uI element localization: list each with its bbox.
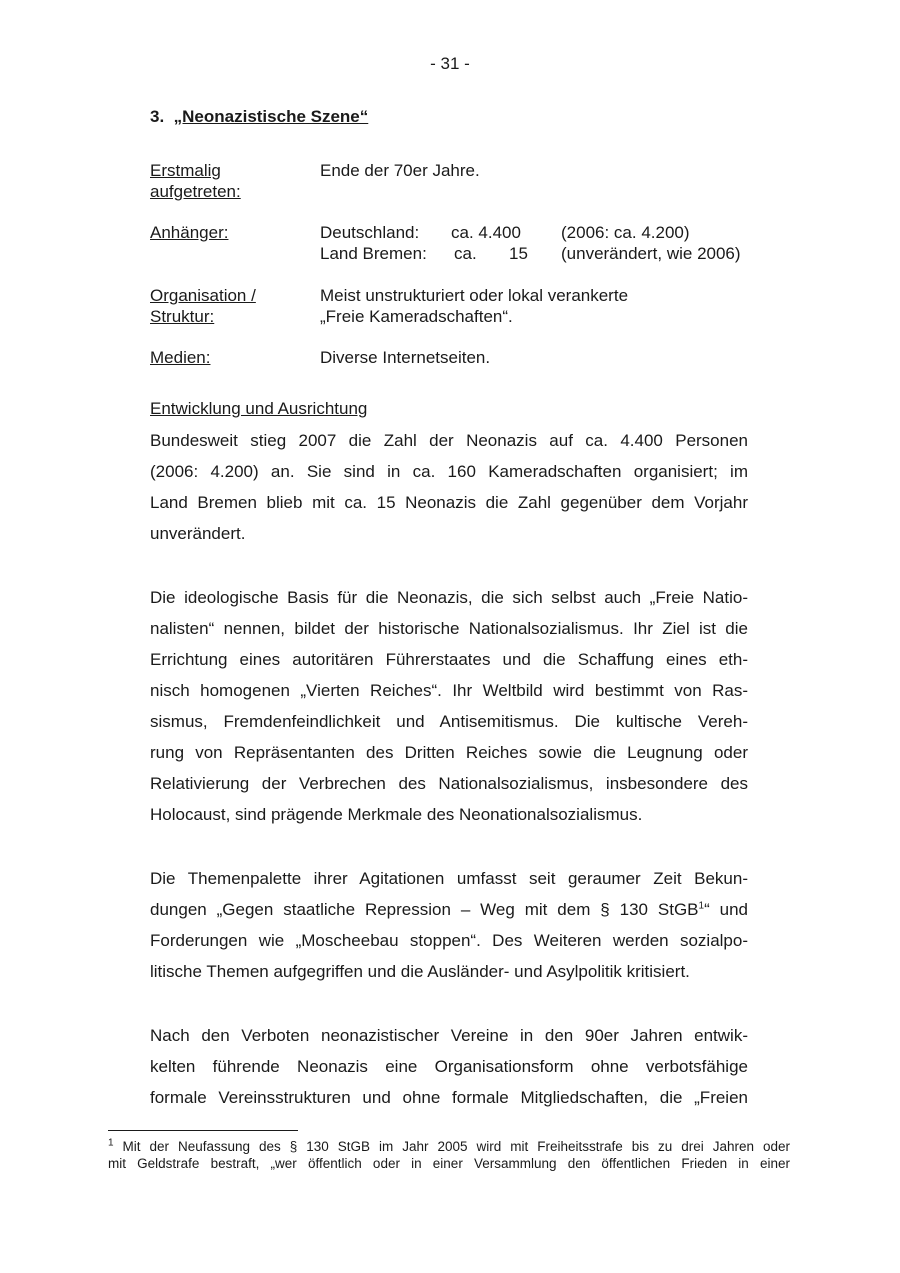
paragraph-line: formale Vereinsstrukturen und ohne formale Mitgliedschaften, die „Freien [150, 1088, 748, 1107]
section-heading [150, 107, 368, 127]
paragraph-line: sismus, Fremdenfeindlichkeit und Antisemitismus. Die kultische Vereh- [150, 712, 748, 731]
anhaenger-count-1: ca. 4.400 [451, 223, 521, 242]
paragraph-line: nalisten“ nennen, bildet der historische Nationalsozialismus. Ihr Ziel ist die [150, 619, 748, 638]
value-erstmalig: Ende der 70er Jahre. [320, 161, 480, 180]
section-number: 3. [150, 107, 165, 126]
label-erstmalig-line1: Erstmalig [150, 161, 221, 180]
anhaenger-note-1: (2006: ca. 4.200) [561, 223, 690, 242]
paragraph-line: rung von Repräsentanten des Dritten Reiches sowie die Leugnung oder [150, 743, 748, 762]
anhaenger-region-1: Deutschland: [320, 223, 420, 242]
paragraph-line: Errichtung eines autoritären Führerstaates und die Schaffung eines eth- [150, 650, 748, 669]
footnote-marker: 1 [108, 1137, 114, 1149]
value-organisation-line1: Meist unstrukturiert oder lokal verankerte [320, 286, 629, 305]
section-title: „Neonazistische Szene“ [173, 107, 369, 126]
paragraph-line: Die ideologische Basis für die Neonazis, die sich selbst auch „Freie Natio- [150, 588, 748, 607]
anhaenger-region-2: Land Bremen: [320, 244, 427, 263]
paragraph-line: Forderungen wie „Moscheebau stoppen“. Des Weiteren werden sozialpo- [150, 931, 748, 950]
paragraph-line: Holocaust, sind prägende Merkmale des Neonationalsozialismus. [150, 805, 643, 824]
anhaenger-count-2: 15 [509, 244, 528, 263]
footnote-line [108, 1138, 790, 1155]
paragraph-line: Relativierung der Verbrechen des Nationalsozialismus, insbesondere des [150, 774, 748, 793]
paragraph-line-part: dungen „Gegen staatliche Repression – Weg mit dem § 130 StGB [150, 900, 699, 919]
paragraph-line: Die Themenpalette ihrer Agitationen umfasst seit geraumer Zeit Bekun- [150, 869, 748, 888]
footnote-ref[interactable]: 1 [698, 900, 705, 912]
footnote [108, 1138, 790, 1172]
paragraph-4 [150, 1020, 748, 1113]
footnote-line: mit Geldstrafe bestraft, „wer öffentlich oder in einer Versammlung den öffentlichen Frieden in einer [108, 1156, 790, 1171]
value-organisation [320, 285, 628, 327]
footnote-text-1: Mit der Neufassung des § 130 StGB im Jahr 2005 wird mit Freiheitsstrafe bis zu drei Jahren oder [113, 1139, 790, 1154]
paragraph-line: litische Themen aufgegriffen und die Ausländer- und Asylpolitik kritisiert. [150, 962, 690, 981]
paragraph-line: unverändert. [150, 524, 246, 543]
label-erstmalig-line2: aufgetreten: [150, 182, 241, 201]
footnote-divider [108, 1130, 298, 1131]
value-medien: Diverse Internetseiten. [320, 348, 491, 367]
paragraph-line: nisch homogenen „Vierten Reiches“. Ihr Weltbild wird bestimmt von Ras- [150, 681, 748, 700]
paragraph-3 [150, 863, 748, 987]
label-organisation-line2: Struktur: [150, 307, 215, 326]
paragraph-line: (2006: 4.200) an. Sie sind in ca. 160 Kameradschaften organisiert; im [150, 462, 748, 481]
label-erstmalig [150, 160, 310, 202]
page-number: - 31 - [430, 54, 470, 73]
label-organisation-line1: Organisation / [150, 286, 256, 305]
anhaenger-ca-2: ca. [454, 244, 477, 263]
paragraph-1 [150, 425, 748, 549]
paragraph-2 [150, 582, 748, 830]
paragraph-line-with-footnote [150, 894, 748, 925]
label-organisation [150, 285, 310, 327]
paragraph-line: Nach den Verboten neonazistischer Vereine in den 90er Jahren entwik- [150, 1026, 748, 1045]
subheading: Entwicklung und Ausrichtung [150, 399, 368, 418]
paragraph-line-part: “ und [704, 900, 749, 919]
label-medien: Medien: [150, 348, 211, 367]
paragraph-line: Bundesweit stieg 2007 die Zahl der Neonazis auf ca. 4.400 Personen [150, 431, 748, 450]
value-organisation-line2: „Freie Kameradschaften“. [320, 307, 513, 326]
paragraph-line: Land Bremen blieb mit ca. 15 Neonazis die Zahl gegenüber dem Vorjahr [150, 493, 748, 512]
paragraph-line: kelten führende Neonazis eine Organisationsform ohne verbotsfähige [150, 1057, 748, 1076]
anhaenger-note-2: (unverändert, wie 2006) [561, 244, 741, 263]
label-anhaenger: Anhänger: [150, 223, 229, 242]
